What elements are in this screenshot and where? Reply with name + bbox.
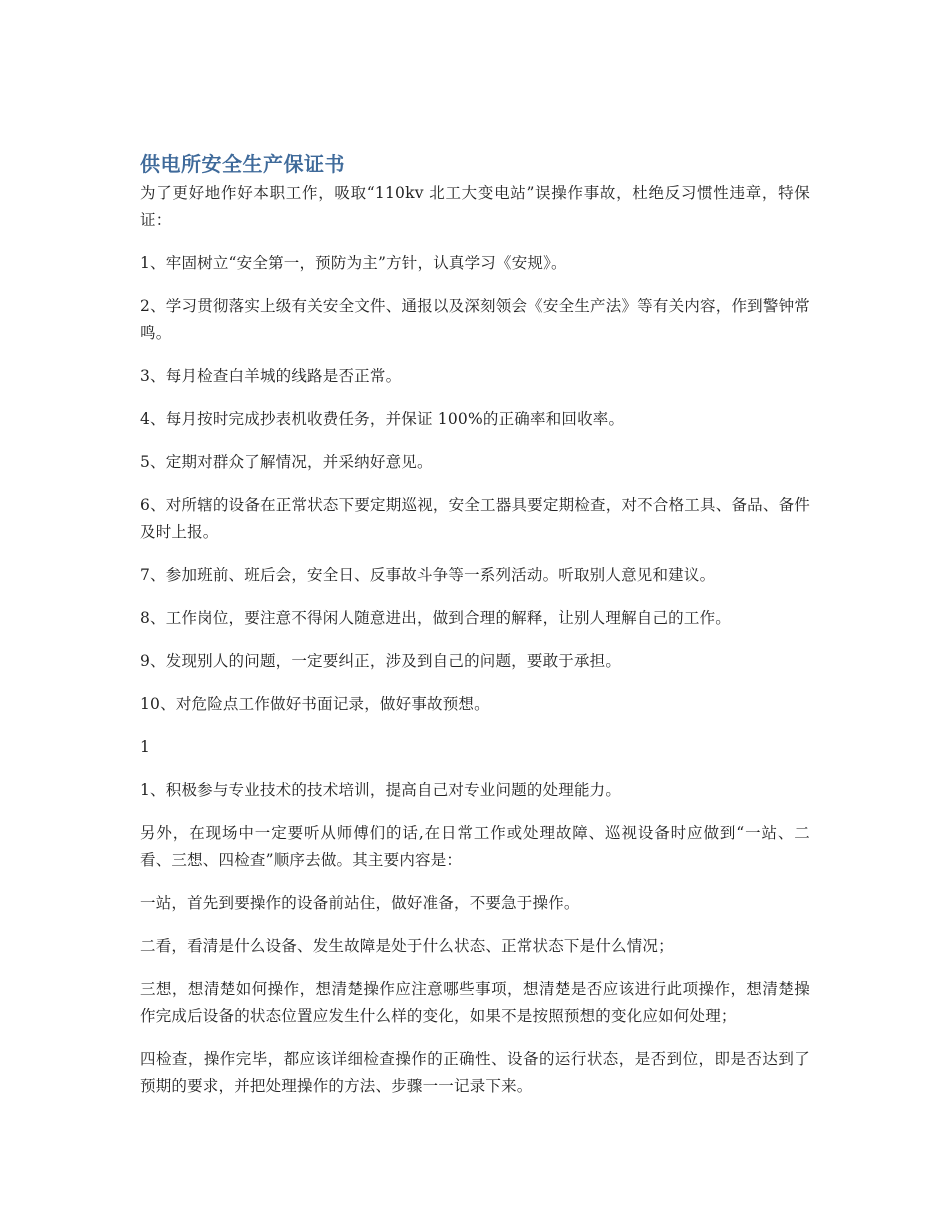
pledge-item-9: 9、发现别人的问题，一定要纠正，涉及到自己的问题，要敢于承担。 <box>140 652 622 670</box>
pledge-item-5: 5、定期对群众了解情况，并采纳好意见。 <box>140 453 433 471</box>
pledge-item-7: 7、参加班前、班后会，安全日、反事故斗争等一系列活动。听取别人意见和建议。 <box>140 566 716 584</box>
procedure-intro: 另外，在现场中一定要听从师傅们的话,在日常工作或处理故障、巡视设备时应做到“一站、二看、三想、四检查”顺序去做。其主要内容是： <box>140 824 810 869</box>
procedure-step-look: 二看，看清是什么设备、发生故障是处于什么状态、正常状态下是什么情况； <box>140 937 674 955</box>
document-title: 供电所安全生产保证书 <box>140 152 345 176</box>
procedure-step-think: 三想，想清楚如何操作，想清楚操作应注意哪些事项，想清楚是否应该进行此项操作，想清楚操作完成后设备的状态位置应发生什么样的变化，如果不是按照预想的变化应如何处理； <box>140 980 810 1025</box>
pledge-item-6: 6、对所辖的设备在正常状态下要定期巡视，安全工器具要定期检查，对不合格工具、备品、备件及时上报。 <box>140 496 810 541</box>
pledge-item-8: 8、工作岗位，要注意不得闲人随意进出，做到合理的解释，让别人理解自己的工作。 <box>140 609 731 627</box>
pledge-item-3: 3、每月检查白羊城的线路是否正常。 <box>140 367 402 385</box>
pledge-item-1: 1、牢固树立“安全第一，预防为主”方针，认真学习《安规》。 <box>140 254 567 272</box>
intro-paragraph: 为了更好地作好本职工作，吸取“110kv 北工大变电站”误操作事故，杜绝反习惯性违章，特保证： <box>140 184 810 229</box>
procedure-step-check: 四检查，操作完毕，都应该详细检查操作的正确性、设备的运行状态，是否到位，即是否达到了预期的要求，并把处理操作的方法、步骤一一记录下来。 <box>140 1050 810 1095</box>
pledge-item-10: 10、对危险点工作做好书面记录，做好事故预想。 <box>140 695 490 713</box>
pledge-item-4: 4、每月按时完成抄表机收费任务，并保证 100%的正确率和回收率。 <box>140 410 625 428</box>
section-number: 1 <box>140 738 151 756</box>
procedure-step-stand: 一站，首先到要操作的设备前站住，做好准备，不要急于操作。 <box>140 894 580 912</box>
document-body <box>140 150 810 1116</box>
training-item: 1、积极参与专业技术的技术培训，提高自己对专业问题的处理能力。 <box>140 781 622 799</box>
pledge-item-2: 2、学习贯彻落实上级有关安全文件、通报以及深刻领会《安全生产法》等有关内容，作到警钟常鸣。 <box>140 297 810 342</box>
